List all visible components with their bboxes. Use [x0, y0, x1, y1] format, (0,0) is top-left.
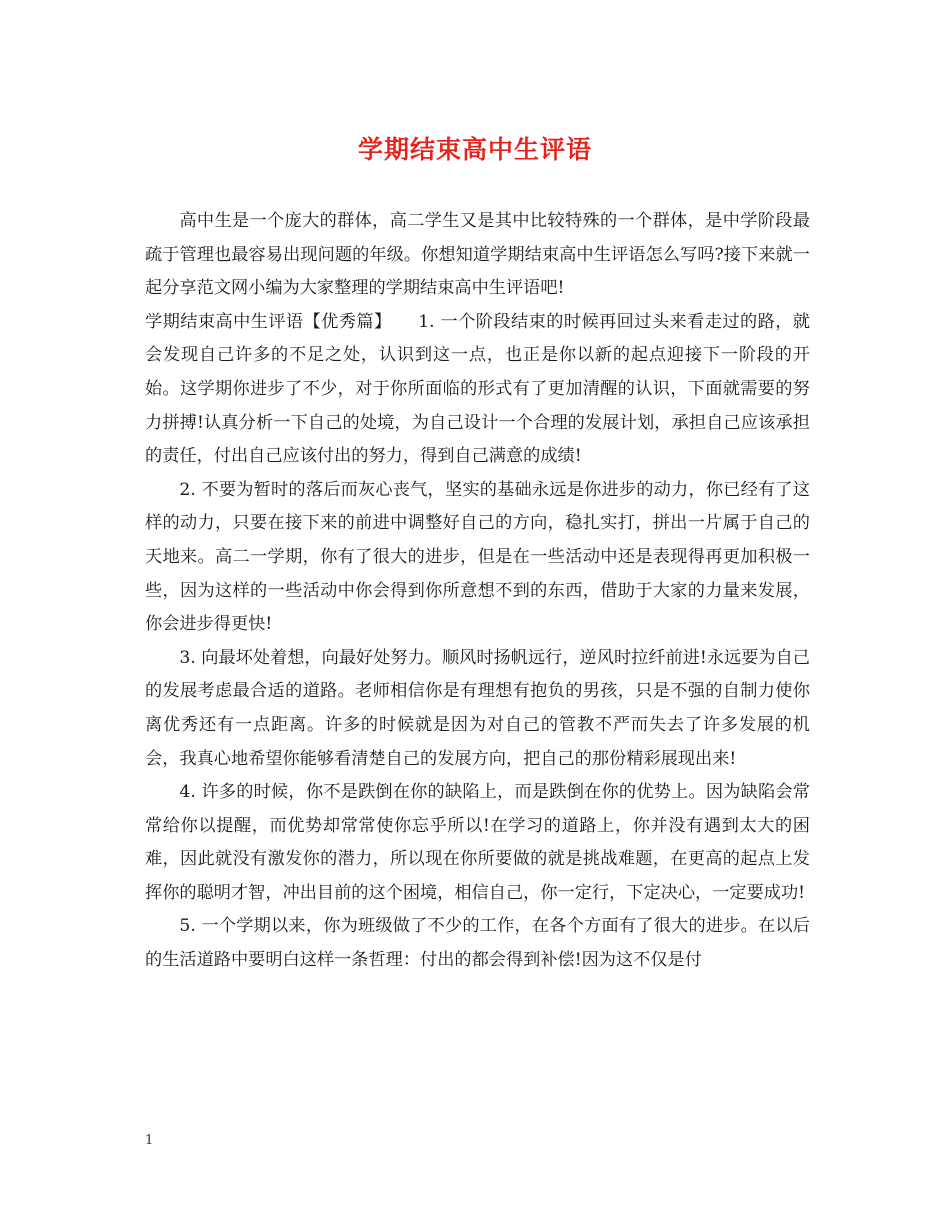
document-title: 学期结束高中生评语	[357, 135, 592, 164]
page-number: 1	[145, 1133, 154, 1148]
document-body	[145, 205, 810, 978]
comment-paragraph-3: 3. 向最坏处着想，向最好处努力。顺风时扬帆远行，逆风时拉纤前进!永远要为自己的发展考虑最合适的道路。老师相信你是有理想有抱负的男孩，只是不强的自制力使你离优秀还有一点距离。许多的时候就是因为对自己的管教不严而失去了许多发展的机会，我真心地希望你能够看清楚自己的发展方向，把自己的那份精彩展现出来!	[145, 647, 810, 769]
intro-paragraph: 高中生是一个庞大的群体，高二学生又是其中比较特殊的一个群体，是中学阶段最疏于管理也最容易出现问题的年级。你想知道学期结束高中生评语怎么写吗?接下来就一起分享范文网小编为大家整理的学期结束高中生评语吧!	[145, 211, 810, 299]
section-heading-paragraph: 学期结束高中生评语【优秀篇】 1. 一个阶段结束的时候再回过头来看走过的路，就会发现自己许多的不足之处，认识到这一点，也正是你以新的起点迎接下一阶段的开始。这学期你进步了不少，对于你所面临的形式有了更加清醒的认识，下面就需要的努力拼搏!认真分析一下自己的处境，为自己设计一个合理的发展计划，承担自己应该承担的责任，付出自己应该付出的努力，得到自己满意的成绩!	[145, 311, 810, 467]
comment-paragraph-5: 5. 一个学期以来，你为班级做了不少的工作，在各个方面有了很大的进步。在以后的生活道路中要明白这样一条哲理：付出的都会得到补偿!因为这不仅是付	[145, 916, 810, 971]
comment-paragraph-2: 2. 不要为暂时的落后而灰心丧气，坚实的基础永远是你进步的动力，你已经有了这样的动力，只要在接下来的前进中调整好自己的方向，稳扎实打，拼出一片属于自己的天地来。高二一学期，你有了很大的进步，但是在一些活动中还是表现得再更加积极一些，因为这样的一些活动中你会得到你所意想不到的东西，借助于大家的力量来发展，你会进步得更快!	[145, 479, 810, 635]
comment-paragraph-4: 4. 许多的时候，你不是跌倒在你的缺陷上，而是跌倒在你的优势上。因为缺陷会常常给你以提醒，而优势却常常使你忘乎所以!在学习的道路上，你并没有遇到太大的困难，因此就没有激发你的潜力，所以现在你所要做的就是挑战难题，在更高的起点上发挥你的聪明才智，冲出目前的这个困境，相信自己，你一定行，下定决心，一定要成功!	[145, 782, 810, 903]
